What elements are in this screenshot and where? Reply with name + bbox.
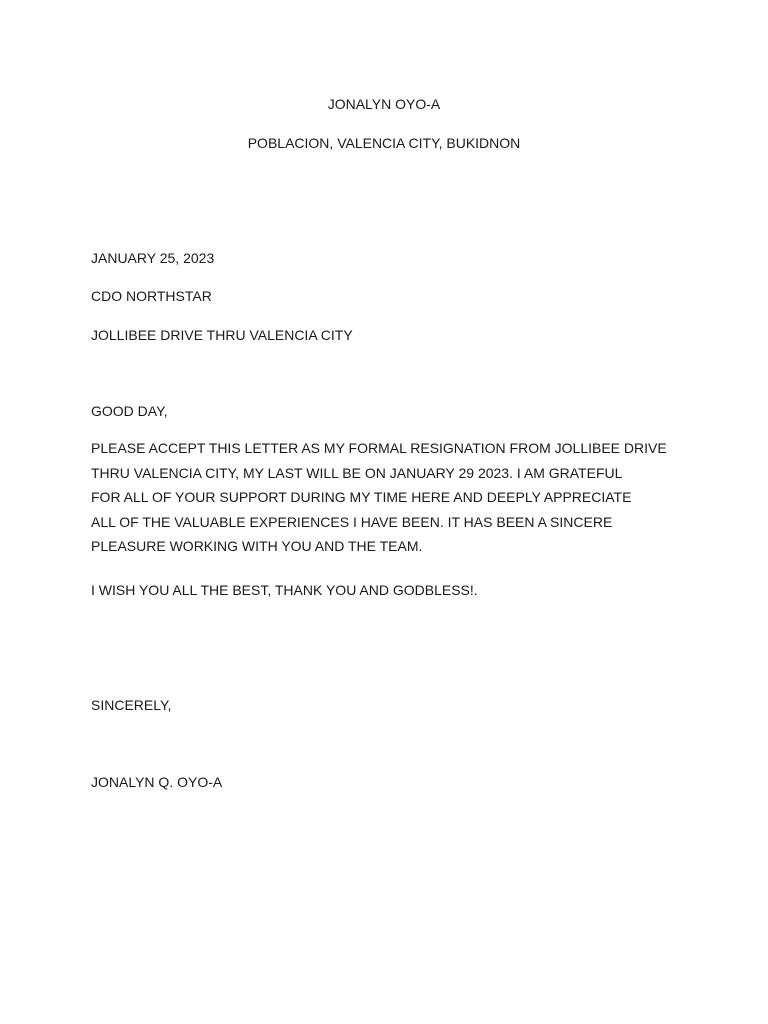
letter-date: JANUARY 25, 2023 bbox=[91, 250, 215, 266]
salutation: GOOD DAY, bbox=[91, 403, 168, 419]
body-paragraph-1 bbox=[91, 436, 691, 559]
recipient-branch: JOLLIBEE DRIVE THRU VALENCIA CITY bbox=[91, 327, 353, 343]
body-line: ALL OF THE VALUABLE EXPERIENCES I HAVE BEEN. IT HAS BEEN A SINCERE bbox=[91, 513, 613, 530]
body-line: THRU VALENCIA CITY, MY LAST WILL BE ON JANUARY 29 2023. I AM GRATEFUL bbox=[91, 464, 623, 481]
signature-name: JONALYN Q. OYO-A bbox=[91, 774, 223, 790]
sender-address: POBLACION, VALENCIA CITY, BUKIDNON bbox=[247, 135, 521, 151]
body-line: FOR ALL OF YOUR SUPPORT DURING MY TIME HERE AND DEEPLY APPRECIATE bbox=[91, 489, 632, 506]
sender-name: JONALYN OYO-A bbox=[327, 96, 441, 112]
closing: SINCERELY, bbox=[91, 697, 172, 713]
body-line: PLEASE ACCEPT THIS LETTER AS MY FORMAL RESIGNATION FROM JOLLIBEE DRIVE bbox=[91, 440, 667, 456]
body-line: PLEASURE WORKING WITH YOU AND THE TEAM. bbox=[91, 538, 423, 555]
body-paragraph-2: I WISH YOU ALL THE BEST, THANK YOU AND GODBLESS!. bbox=[91, 582, 478, 598]
recipient-company: CDO NORTHSTAR bbox=[91, 288, 212, 304]
